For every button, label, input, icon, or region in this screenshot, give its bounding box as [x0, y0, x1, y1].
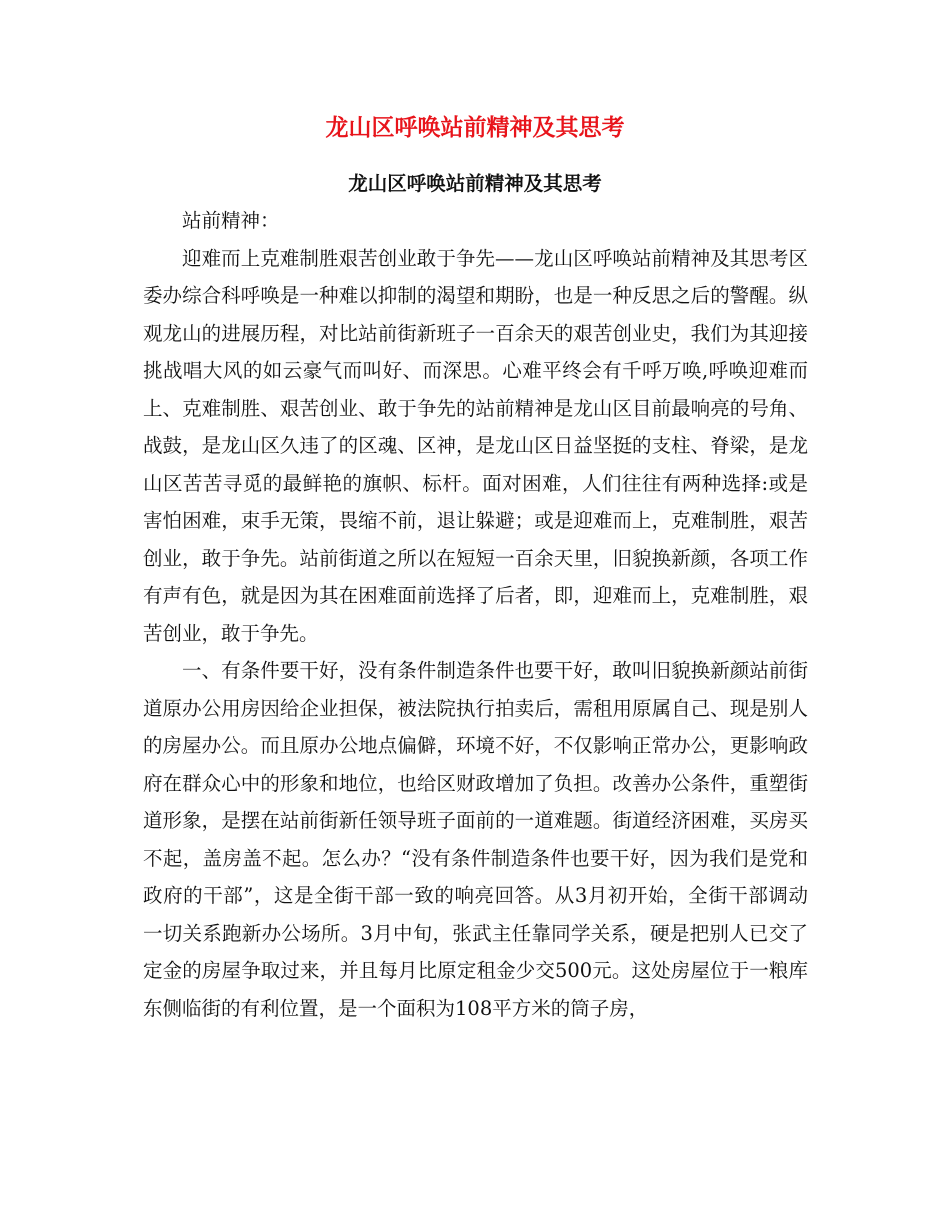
- document-subtitle: 龙山区呼唤站前精神及其思考: [348, 172, 602, 195]
- paragraph-heading: 站前精神：: [182, 209, 280, 232]
- paragraph-intro: 迎难而上克难制胜艰苦创业敢于争先——龙山区呼唤站前精神及其思考区委办综合科呼唤是一种难以抑制的渴望和期盼，也是一种反思之后的警醒。纵观龙山的进展历程，对比站前街新班子一百余天的艰苦创业史，我们为其迎接挑战唱大风的如云豪气而叫好、而深思。心难平终会有千呼万唤,呼唤迎难而上、克难制胜、艰苦创业、敢于争先的站前精神是龙山区目前最响亮的号角、战鼓，是龙山区久违了的区魂、区神，是龙山区日益坚挺的支柱、脊梁，是龙山区苦苦寻觅的最鲜艳的旗帜、标杆。面对困难，人们往往有两种选择:或是害怕困难，束手无策，畏缩不前，退让躲避；或是迎难而上，克难制胜，艰苦创业，敢于争先。站前街道之所以在短短一百余天里，旧貌换新颜，各项工作有声有色，就是因为其在困难面前选择了后者，即，迎难而上，克难制胜，艰苦创业，敢于争先。: [143, 246, 808, 645]
- document-title: 龙山区呼唤站前精神及其思考: [325, 115, 625, 141]
- paragraph-section-one: 一、有条件要干好，没有条件制造条件也要干好，敢叫旧貌换新颜站前街道原办公用房因给企业担保，被法院执行拍卖后，需租用原属自己、现是别人的房屋办公。而且原办公地点偏僻，环境不好，不仅影响正常办公，更影响政府在群众心中的形象和地位，也给区财政增加了负担。改善办公条件，重塑街道形象，是摆在站前街新任领导班子面前的一道难题。街道经济困难，买房买不起，盖房盖不起。怎么办？“没有条件制造条件也要干好，因为我们是党和政府的干部”，这是全街干部一致的响亮回答。从3月初开始，全街干部调动一切关系跑新办公场所。3月中旬，张武主任靠同学关系，硬是把别人已交了定金的房屋争取过来，并且每月比原定租金少交500元。这处房屋位于一粮库东侧临街的有利位置，是一个面积为108平方米的筒子房，: [143, 659, 808, 1020]
- document-body: [143, 202, 808, 1027]
